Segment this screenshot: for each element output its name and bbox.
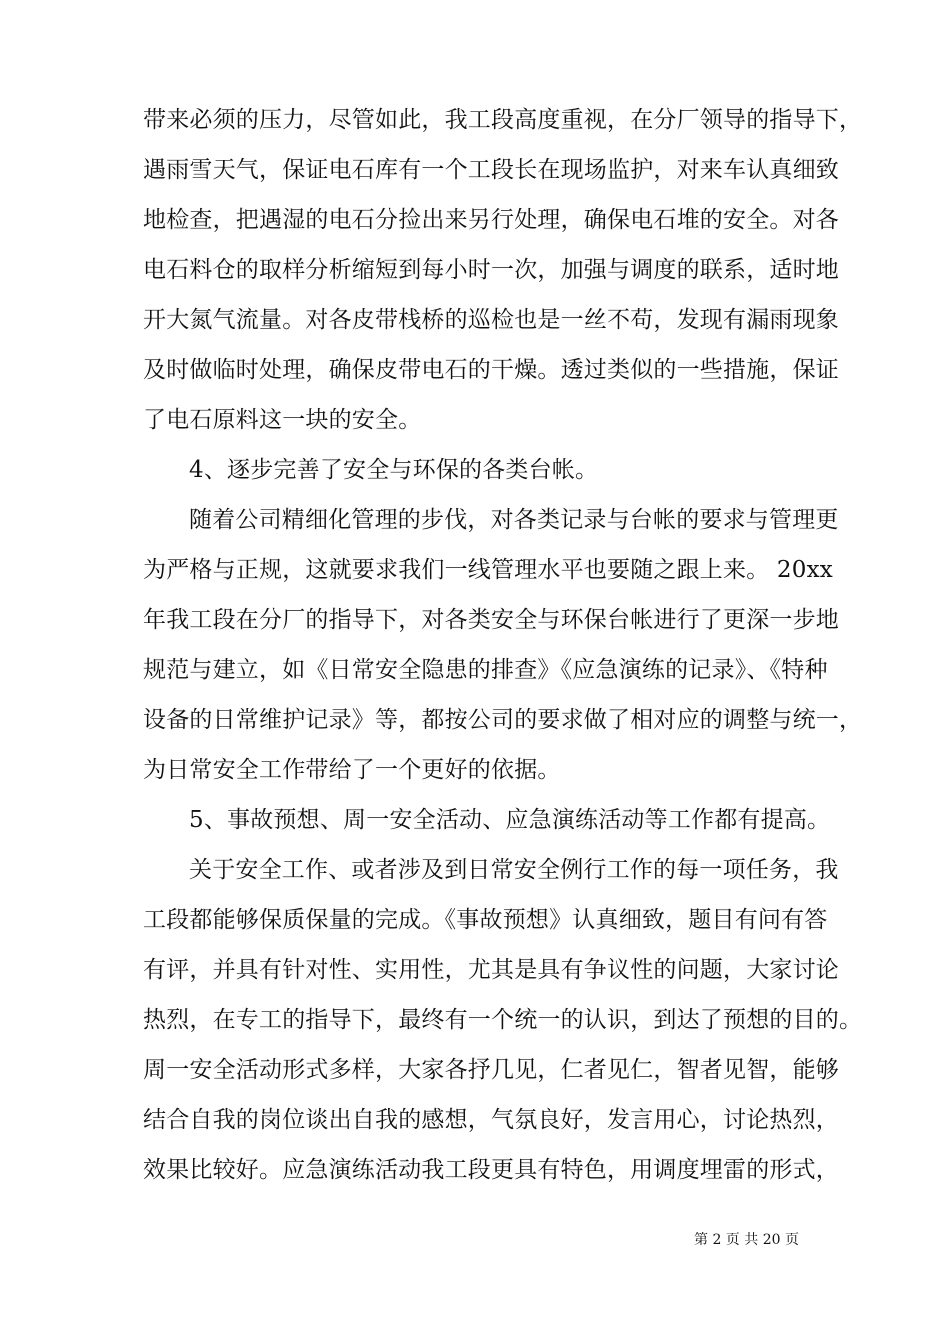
text-line: 为日常安全工作带给了一个更好的依据。	[143, 757, 561, 783]
text-line: 及时做临时处理，确保皮带电石的干燥。透过类似的一些措施，保证	[143, 357, 839, 383]
text-line: 带来必须的压力，尽管如此，我工段高度重视，在分厂领导的指导下，	[143, 107, 863, 133]
text-line: 周一安全活动形式多样，大家各抒几见，仁者见仁，智者见智，能够	[143, 1057, 839, 1083]
text-line: 结合自我的岗位谈出自我的感想，气氛良好，发言用心，讨论热烈，	[143, 1107, 839, 1133]
text-line: 关于安全工作、或者涉及到日常安全例行工作的每一项任务，我	[189, 857, 839, 883]
text-line: 效果比较好。应急演练活动我工段更具有特色，用调度埋雷的形式，	[143, 1157, 839, 1183]
text-line: 地检查，把遇湿的电石分捡出来另行处理，确保电石堆的安全。对各	[143, 207, 839, 233]
text-line: 为严格与正规，这就要求我们一线管理水平也要随之跟上来。 20xx	[143, 557, 833, 583]
text-line: 开大氮气流量。对各皮带栈桥的巡检也是一丝不苟，发现有漏雨现象	[143, 307, 839, 333]
page-number: 第 2 页 共 20 页	[694, 1232, 799, 1248]
text-line: 了电石原料这一块的安全。	[143, 407, 422, 433]
text-line: 规范与建立，如《日常安全隐患的排查》《应急演练的记录》、《特种	[143, 657, 828, 683]
text-line: 遇雨雪天气，保证电石库有一个工段长在现场监护，对来车认真细致	[143, 157, 839, 183]
text-line: 设备的日常维护记录》等，都按公司的要求做了相对应的调整与统一，	[143, 707, 863, 733]
section-heading: 4、逐步完善了安全与环保的各类台帐。	[189, 457, 599, 483]
page-footer	[0, 1228, 950, 1252]
text-line: 随着公司精细化管理的步伐，对各类记录与台帐的要求与管理更	[189, 507, 839, 533]
text-line: 工段都能够保质保量的完成。《事故预想》认真细致，题目有问有答	[143, 907, 828, 933]
body-text	[143, 95, 863, 1195]
text-line: 电石料仓的取样分析缩短到每小时一次，加强与调度的联系，适时地	[143, 257, 839, 283]
text-line: 热烈，在专工的指导下，最终有一个统一的认识，到达了预想的目的。	[143, 1007, 863, 1033]
text-line: 有评，并具有针对性、实用性，尤其是具有争议性的问题，大家讨论	[143, 957, 839, 983]
text-line: 年我工段在分厂的指导下，对各类安全与环保台帐进行了更深一步地	[143, 607, 839, 633]
section-heading: 5、事故预想、周一安全活动、应急演练活动等工作都有提高。	[189, 807, 831, 833]
